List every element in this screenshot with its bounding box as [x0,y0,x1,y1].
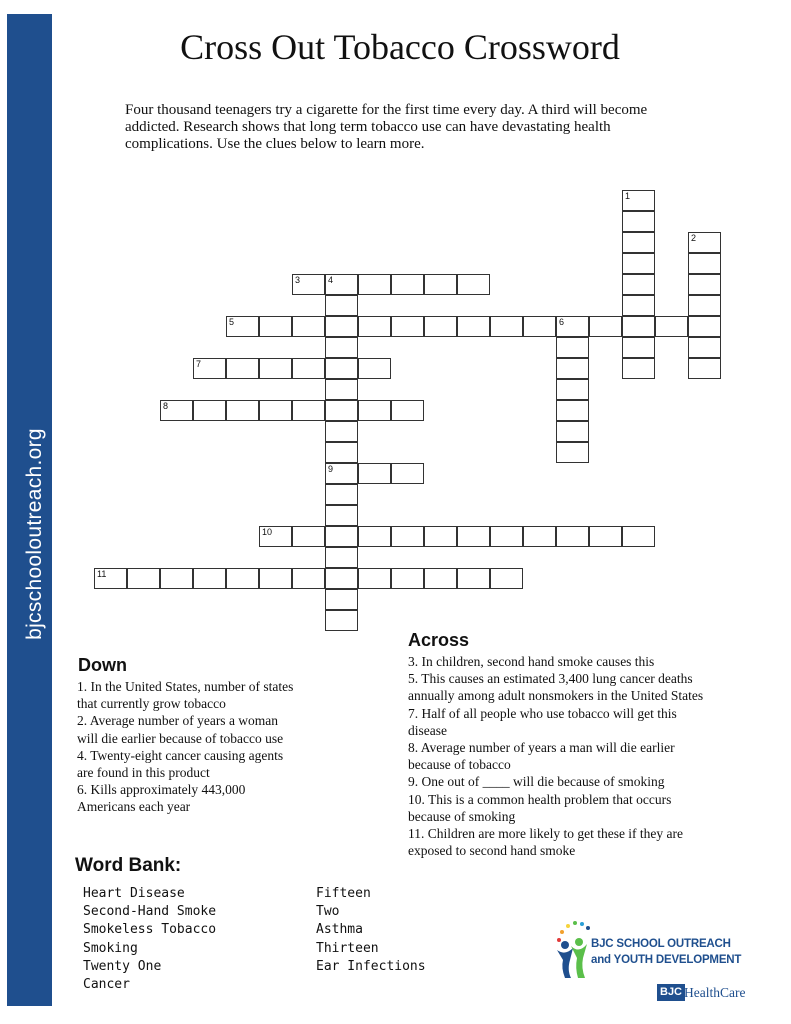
crossword-cell[interactable] [622,358,655,379]
crossword-cell[interactable] [622,253,655,274]
across-clue-10: 10. This is a common health problem that occurs because of smoking [408,791,672,824]
across-clue-3: 3. In children, second hand smoke causes this [408,654,655,669]
crossword-cell[interactable] [622,295,655,316]
crossword-cell[interactable] [193,358,226,379]
crossword-cell[interactable] [325,568,358,589]
crossword-cell[interactable] [325,358,358,379]
crossword-cell[interactable] [193,400,226,421]
crossword-cell[interactable] [325,526,358,547]
clue-number: 10 [262,527,273,537]
crossword-cell[interactable] [226,400,259,421]
crossword-cell[interactable] [325,442,358,463]
crossword-cell[interactable] [292,568,325,589]
crossword-cell[interactable] [457,274,490,295]
crossword-cell[interactable] [325,547,358,568]
crossword-cell[interactable] [556,358,589,379]
crossword-cell[interactable] [556,316,589,337]
down-clues [77,678,302,816]
crossword-cell[interactable] [292,274,325,295]
word-bank-item: Cancer [83,977,130,993]
crossword-cell[interactable] [325,400,358,421]
crossword-cell[interactable] [622,190,655,211]
clue-number: 6 [559,317,565,327]
word-bank-item: Smokeless Tobacco [83,922,217,938]
crossword-cell[interactable] [358,358,391,379]
crossword-cell[interactable] [358,400,391,421]
crossword-cell[interactable] [325,589,358,610]
crossword-cell[interactable] [655,316,688,337]
across-clues [408,653,708,859]
crossword-cell[interactable] [226,316,259,337]
crossword-cell[interactable] [358,463,391,484]
logo-text-line-2: and YOUTH DEVELOPMENT [591,954,742,966]
crossword-cell[interactable] [424,526,457,547]
crossword-cell[interactable] [490,526,523,547]
bjc-logo [553,918,753,1008]
crossword-cell[interactable] [292,358,325,379]
clue-number: 5 [229,317,235,327]
crossword-cell[interactable] [457,526,490,547]
crossword-cell[interactable] [457,316,490,337]
crossword-cell[interactable] [259,358,292,379]
crossword-cell[interactable] [325,610,358,631]
crossword-cell[interactable] [523,526,556,547]
crossword-cell[interactable] [391,274,424,295]
crossword-cell[interactable] [193,568,226,589]
clue-number: 7 [196,359,202,369]
word-bank-heading: Word Bank: [75,855,182,876]
crossword-cell[interactable] [358,568,391,589]
down-clue-2: 2. Average number of years a woman will die earlier because of tobacco use [77,713,284,746]
clue-number: 9 [328,464,334,474]
clue-number: 3 [295,275,301,285]
crossword-cell[interactable] [457,568,490,589]
down-clue-1: 1. In the United States, number of states that currently grow tobacco [77,679,294,712]
bjc-badge: BJC [657,984,685,1001]
crossword-cell[interactable] [391,526,424,547]
across-clue-5: 5. This causes an estimated 3,400 lung cancer deaths annually among adult nonsmokers in the United States [408,671,704,704]
crossword-cell[interactable] [424,274,457,295]
clue-number: 8 [163,401,169,411]
word-bank-column-1 [83,885,216,994]
crossword-cell[interactable] [325,295,358,316]
crossword-cell[interactable] [292,400,325,421]
crossword-cell[interactable] [556,421,589,442]
crossword-cell[interactable] [259,526,292,547]
crossword-cell[interactable] [325,505,358,526]
crossword-cell[interactable] [226,358,259,379]
crossword-cell[interactable] [622,274,655,295]
crossword-cell[interactable] [490,568,523,589]
across-clue-7: 7. Half of all people who use tobacco will get this disease [408,705,677,738]
crossword-cell[interactable] [226,568,259,589]
clue-number: 4 [328,275,334,285]
crossword-cell[interactable] [523,316,556,337]
crossword-cell[interactable] [94,568,127,589]
intro-paragraph: Four thousand teenagers try a cigarette for the first time every day. A third will become addicted. Research shows that long term tobacco use can have devastating health complications. Use the clues below to learn more. [125,102,648,152]
word-bank-item: Two [316,904,340,920]
crossword-cell[interactable] [556,526,589,547]
crossword-cell[interactable] [688,316,721,337]
crossword-cell[interactable] [622,232,655,253]
crossword-cell[interactable] [622,526,655,547]
page-title: Cross Out Tobacco Crossword [180,27,620,67]
crossword-cell[interactable] [160,400,193,421]
crossword-cell[interactable] [688,274,721,295]
crossword-cell[interactable] [556,337,589,358]
word-bank-column-2 [316,885,426,976]
down-clue-4: 4. Twenty-eight cancer causing agents are found in this product [77,747,284,781]
word-bank-item: Fifteen [316,886,371,901]
crossword-cell[interactable] [688,253,721,274]
crossword-cell[interactable] [259,400,292,421]
crossword-cell[interactable] [325,484,358,505]
crossword-cell[interactable] [325,379,358,400]
crossword-cell[interactable] [391,400,424,421]
crossword-cell[interactable] [127,568,160,589]
across-clue-8: 8. Average number of years a man will die earlier because of tobacco [408,740,675,773]
crossword-cell[interactable] [490,316,523,337]
word-bank-item: Ear Infections [316,958,426,974]
crossword-cell[interactable] [556,379,589,400]
crossword-cell[interactable] [259,568,292,589]
down-clue-6: 6. Kills approximately 443,000 Americans each year [77,782,246,815]
crossword-cell[interactable] [424,568,457,589]
crossword-cell[interactable] [358,526,391,547]
crossword-cell[interactable] [688,337,721,358]
crossword-cell[interactable] [556,400,589,421]
word-bank-item: Second-Hand Smoke [83,904,217,920]
healthcare-text: HealthCare [684,985,746,1000]
crossword-cell[interactable] [358,316,391,337]
crossword-cell[interactable] [589,316,622,337]
crossword-cell[interactable] [325,274,358,295]
crossword-cell[interactable] [325,421,358,442]
clue-number: 11 [97,569,107,579]
crossword-cell[interactable] [688,295,721,316]
crossword-cell[interactable] [292,316,325,337]
crossword-cell[interactable] [391,316,424,337]
crossword-cell[interactable] [292,526,325,547]
crossword-cell[interactable] [358,274,391,295]
word-bank-item: Smoking [83,940,138,956]
crossword-cell[interactable] [325,316,358,337]
logo-text-line-1: BJC SCHOOL OUTREACH [591,938,731,950]
crossword-cell[interactable] [622,211,655,232]
crossword-cell[interactable] [160,568,193,589]
across-heading: Across [408,630,470,650]
crossword-cell[interactable] [259,316,292,337]
word-bank-item: Thirteen [316,940,379,956]
crossword-cell[interactable] [688,232,721,253]
crossword-cell[interactable] [688,358,721,379]
crossword-cell[interactable] [622,337,655,358]
word-bank-item: Twenty One [83,958,162,974]
clue-number: 2 [691,233,697,243]
crossword-cell[interactable] [325,463,358,484]
sidebar-band [7,14,52,1006]
word-bank-item: Heart Disease [83,886,185,901]
crossword-cell[interactable] [391,568,424,589]
crossword-cell[interactable] [556,442,589,463]
crossword-cell[interactable] [325,337,358,358]
crossword-cell[interactable] [424,316,457,337]
crossword-cell[interactable] [589,526,622,547]
crossword-cell[interactable] [622,316,655,337]
across-clue-11: 11. Children are more likely to get these if they are exposed to second hand smoke [408,826,684,859]
clue-number: 1 [625,191,631,201]
sidebar-url: bjcschooloutreach.org [23,428,46,640]
across-clue-9: 9. One out of ____ will die because of smoking [408,774,665,790]
word-bank-item: Asthma [316,922,363,938]
down-heading: Down [78,655,127,675]
crossword-cell[interactable] [391,463,424,484]
